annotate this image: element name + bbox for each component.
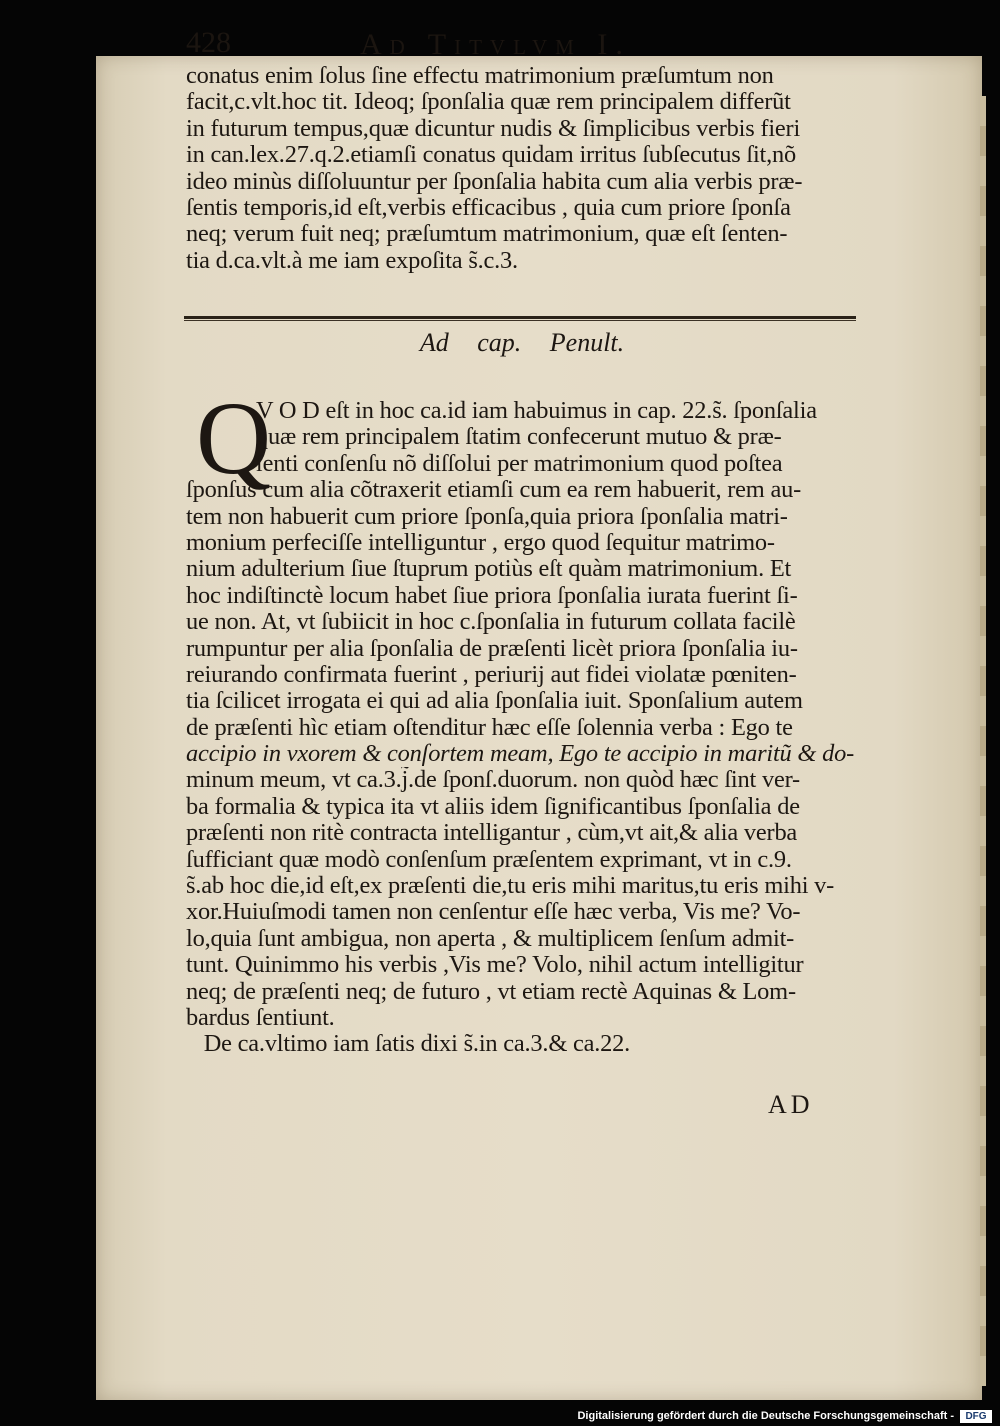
text-line: conatus enim ſolus ſine effectu matrimonium præſumtum non: [186, 63, 774, 89]
main-paragraph: [186, 398, 858, 1058]
drop-cap-initial: Q: [196, 381, 272, 496]
text-line: lo,quia ſunt ambigua, non aperta , & multiplicem ſenſum admit-: [186, 925, 795, 952]
dfg-logo: DFG: [960, 1410, 992, 1423]
text-line: tunt. Quinimmo his verbis ,Vis me? Volo, nihil actum intelligitur: [186, 952, 804, 979]
text-line: ue non. At, vt ſubiicit in hoc c.ſponſalia in futurum collata facilè: [186, 609, 796, 636]
text-line: xor.Huiuſmodi tamen non cenſentur eſſe hæc verba, Vis me? Vo-: [186, 899, 801, 926]
running-head-title: Ad Titvlvm I.: [360, 28, 631, 61]
top-paragraph: [186, 63, 858, 274]
text-line: de præſenti hìc etiam oſtenditur hæc eſſe ſolennia verba : Ego te: [186, 714, 793, 741]
text-line: præſenti non ritè contracta intelligantur , cùm,vt ait,& alia verba: [186, 820, 798, 847]
digitization-credit: Digitalisierung gefördert durch die Deutsche Forschungsgemeinschaft -: [577, 1410, 954, 1422]
text-line: hoc indiſtinctè locum habet ſiue priora ſponſalia iurata fuerint ſi-: [186, 582, 798, 609]
text-line: ſponſus cum alia cõtraxerit etiamſi cum ea rem habuerit, rem au-: [186, 477, 802, 504]
text-line: ſufficiant quæ modò conſenſum præſentem exprimant, vt in c.9.: [186, 846, 792, 873]
section-rule: [184, 316, 856, 319]
text-line: ideo minùs diſſoluuntur per ſponſalia habita cum alia verbis præ-: [186, 168, 803, 195]
text-line: s̃.ab hoc die,id eſt,ex præſenti die,tu eris mihi maritus,tu eris mihi v-: [186, 873, 835, 900]
text-line: V O D eſt in hoc ca.id iam habuimus in cap. 22.s̃. ſponſalia: [256, 398, 817, 424]
text-line: De ca.vltimo iam ſatis dixi s̃.in ca.3.& ca.22.: [186, 1031, 631, 1058]
text-line: accipio in vxorem & conſortem meam, Ego te accipio in maritũ & do-: [186, 741, 855, 768]
text-line: tia ſcilicet irrogata ei qui ad alia ſponſalia iuit. Sponſalium autem: [186, 688, 803, 715]
text-line: ba formalia & typica ita vt aliis idem ſignificantibus ſponſalia de: [186, 793, 800, 820]
page-number: 428: [186, 26, 231, 59]
text-line: facit,c.vlt.hoc tit. Ideoq; ſponſalia quæ rem principalem differũt: [186, 89, 791, 116]
text-line: monium perfeciſſe intelliguntur , ergo quod ſequitur matrimo-: [186, 529, 775, 556]
section-rule-thin: [184, 320, 856, 321]
text-line: quæ rem principalem ſtatim confecerunt mutuo & præ-: [256, 424, 782, 451]
text-line: rumpuntur per alia ſponſalia de præſenti licèt priora ſponſalia iu-: [186, 635, 798, 662]
text-line: bardus ſentiunt.: [186, 1004, 335, 1031]
text-line: minum meum, vt ca.3.j̃.de ſponſ.duorum. non quòd hæc ſint ver-: [186, 767, 800, 794]
text-line: neq; de præſenti neq; de futuro , vt etiam rectè Aquinas & Lom-: [186, 978, 796, 1005]
text-line: in futurum tempus,quæ dicuntur nudis & ſimplicibus verbis fieri: [186, 115, 801, 142]
text-line: reiurando confirmata fuerint , periurij aut fidei violatæ pœniten-: [186, 661, 797, 688]
text-line: ſentis temporis,id eſt,verbis efficacibus , quia cum priore ſponſa: [186, 194, 791, 221]
catchword: AD: [768, 1090, 814, 1119]
text-line: tia d.ca.vlt.à me iam expoſita s̃.c.3.: [186, 247, 518, 274]
text-line: neq; verum fuit neq; præſumtum matrimonium, quæ eſt ſenten-: [186, 221, 788, 248]
section-heading: Ad cap. Penult.: [419, 328, 625, 357]
text-line: nium adulterium ſiue ſtuprum potiùs eſt quàm matrimonium. Et: [186, 556, 792, 583]
page-edge: [980, 96, 986, 1386]
text-line: tem non habuerit cum priore ſponſa,quia priora ſponſalia matri-: [186, 503, 788, 530]
text-line: ſenti conſenſu nõ diſſolui per matrimonium quod poſtea: [256, 450, 783, 477]
text-line: in can.lex.27.q.2.etiamſi conatus quidam irritus ſubſecutus ſit,nõ: [186, 142, 796, 169]
